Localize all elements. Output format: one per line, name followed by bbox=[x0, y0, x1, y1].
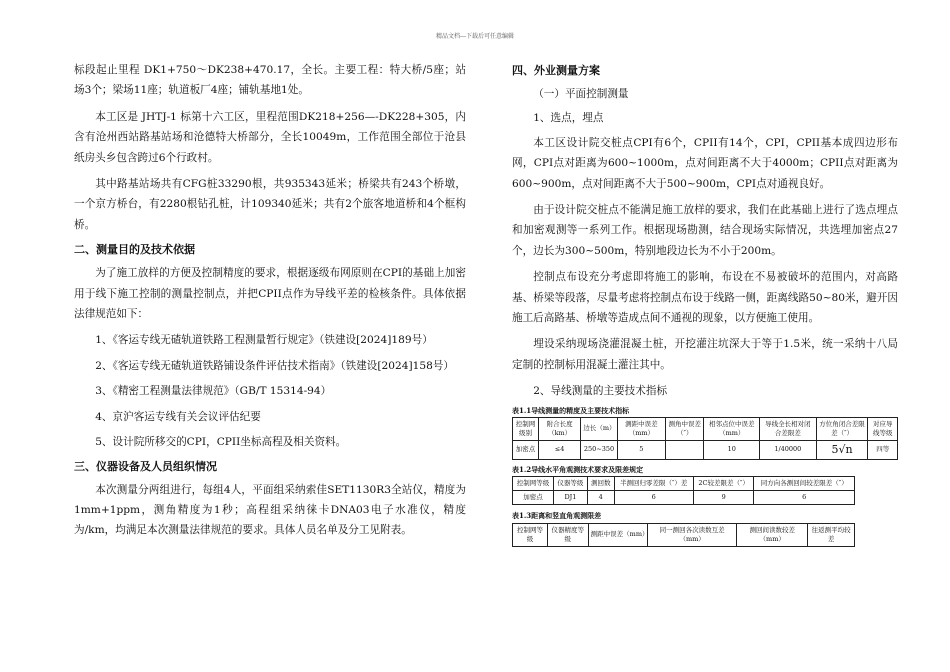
table-cell: 250~350 bbox=[581, 440, 617, 459]
table-header-row bbox=[513, 417, 898, 440]
reference-list bbox=[74, 330, 466, 452]
left-column bbox=[74, 60, 466, 547]
table-header-cell: 附合长度（km） bbox=[538, 417, 581, 440]
table-header-cell: 控制网级别 bbox=[513, 417, 539, 440]
subheading: 1、选点，埋点 bbox=[533, 112, 604, 125]
paragraph: 其中路基站场共有CFG桩33290根，共935343延米；桥梁共有243个桥墩，一个京方桥台，有2280根钻孔桩，计109340延米；共有2个旅客地道桥和4个框构桥。 bbox=[74, 178, 466, 231]
list-item: 4、京沪客运专线有关会议评估纪要 bbox=[95, 410, 261, 423]
table-cell: 5√n bbox=[816, 440, 868, 459]
table-row bbox=[513, 490, 855, 504]
paragraph: 为了施工放样的方便及控制精度的要求，根据逐级布网原则在CPI的基础上加密用于线下施工控制的测量控制点，并把CPII点作为导线平差的检核条件。具体依据法律规范如下： bbox=[74, 267, 466, 321]
table-cell bbox=[666, 440, 704, 459]
table-cell: 4 bbox=[587, 490, 614, 504]
table-header-cell: 测回间读数较差（mm） bbox=[737, 523, 808, 546]
table-header-cell: 测角中误差（″） bbox=[666, 417, 704, 440]
subheading: 2、导线测量的主要技术指标 bbox=[533, 385, 668, 398]
table-header-cell: 仪器等级 bbox=[553, 476, 587, 490]
list-item: 3、《精密工程测量法律规范》（GB/T 15314-94） bbox=[95, 385, 332, 398]
page-header: 精品文档---下载后可任意编辑 bbox=[435, 33, 515, 40]
table-header-cell: 对应导线等级 bbox=[868, 417, 898, 440]
table-header-row bbox=[513, 476, 855, 490]
table-header-cell: 往返测平均较差 bbox=[808, 523, 855, 546]
list-item: 1、《客运专线无碴轨道铁路工程测量暂行规定》（铁建设[2024]189号） bbox=[95, 334, 433, 347]
table-cell: 6 bbox=[614, 490, 693, 504]
table-cell: ≤4 bbox=[538, 440, 581, 459]
table-row bbox=[513, 440, 898, 459]
table-header-cell: 半测回归零差限（″）差 bbox=[614, 476, 693, 490]
paragraph: 标段起止里程 DK1+750～DK238+470.17，全长。主要工程：特大桥/5座；站场3个；梁场11座；轨道板厂4座；铺轨基地1处。 bbox=[74, 64, 466, 97]
table-header-cell: 测回数 bbox=[587, 476, 614, 490]
table-cell: 加密点 bbox=[513, 440, 539, 459]
paragraph: 控制点布设充分考虑即将施工的影响，布设在不易被破坏的范围内，对高路基、桥梁等段落，尽量考虑将控制点布设于线路一侧，距离线路50~80米，避开因施工后高路基、桥墩等造成点间不通视的现象，以方便施工使用。 bbox=[512, 271, 898, 325]
table-caption: 表1.1导线测量的精度及主要技术指标 bbox=[512, 405, 630, 415]
paragraph: 本次测量分两组进行，每组4人，平面组采纳索佳SET1130R3全站仪，精度为1mm+1ppm，测角精度为1秒；高程组采纳徕卡DNA03电子水准仪，精度为/km，均满足本次测量法律规范的要求。具体人员名单及分工见附表。 bbox=[74, 483, 466, 537]
table-header-cell: 控制网等级 bbox=[513, 523, 548, 546]
table-cell: 加密点 bbox=[513, 490, 554, 504]
table-caption: 表1.2导线水平角观测技术要求及限差规定 bbox=[512, 464, 644, 474]
table-header-cell: 同一测回各次读数互差（mm） bbox=[648, 523, 737, 546]
horizontal-angle-table bbox=[512, 476, 855, 505]
table-header-cell: 边长（m） bbox=[581, 417, 617, 440]
table-header-cell: 仪器精度等级 bbox=[547, 523, 588, 546]
table-caption: 表1.3距离和竖直角观测限差 bbox=[512, 510, 602, 520]
table-cell: 5 bbox=[617, 440, 665, 459]
table-header-cell: 同方向各测回间较差限差（″） bbox=[754, 476, 855, 490]
paragraph: 埋设采纳现场浇灌混凝土桩，开挖灌注坑深大于等于1.5米，统一采纳十八局定制的控制标用混凝土灌注其中。 bbox=[512, 338, 898, 371]
paragraph: 由于设计院交桩点不能满足施工放样的要求，我们在此基础上进行了选点埋点和加密观测等一系列工作。根据现场勘测，结合现场实际情况，共选埋加密点27个，边长为300~500m，特别地段边长为不小于200m。 bbox=[512, 204, 898, 257]
table-cell: 9 bbox=[693, 490, 754, 504]
table-header-cell: 方位角闭合差限差（″） bbox=[816, 417, 868, 440]
section-heading: 四、外业测量方案 bbox=[512, 64, 600, 77]
table-cell: 10 bbox=[704, 440, 760, 459]
right-column bbox=[512, 60, 898, 547]
table-header-cell: 测距中误差（mm） bbox=[588, 523, 648, 546]
table-header-cell: 2C较差限差（″） bbox=[693, 476, 754, 490]
list-item: 2、《客运专线无碴轨道铁路铺设条件评估技术指南》（铁建设[2024]158号） bbox=[95, 359, 454, 372]
table-cell: DJ1 bbox=[553, 490, 587, 504]
paragraph: 本工区设计院交桩点CPI有6个，CPII有14个，CPI，CPII基本成四边形布网，CPI点对距离为600~1000m，点对间距离不大于4000m；CPII点对距离为600~900m，点对间距离不大于500~900m，CPI点对通视良好。 bbox=[512, 136, 898, 190]
distance-vertical-angle-table bbox=[512, 523, 855, 547]
table-header-cell: 导线全长相对闭合差限差 bbox=[760, 417, 817, 440]
section-heading: 三、仪器设备及人员组织情况 bbox=[74, 459, 217, 473]
table-header-cell: 控制网等级 bbox=[513, 476, 554, 490]
table-header-cell: 测距中误差（mm） bbox=[617, 417, 665, 440]
section-heading: 二、测量目的及技术依据 bbox=[74, 243, 195, 257]
table-header-row bbox=[513, 523, 855, 546]
traverse-accuracy-table bbox=[512, 417, 898, 460]
list-item: 5、设计院所移交的CPI，CPII坐标高程及相关资料。 bbox=[95, 436, 347, 449]
table-cell: 6 bbox=[754, 490, 855, 504]
table-cell: 四等 bbox=[868, 440, 898, 459]
table-header-cell: 相邻点位中误差（mm） bbox=[704, 417, 760, 440]
paragraph: 本工区是 JHTJ-1 标第十六工区，里程范围DK218+256—-DK228+305，内含有沧州西站路基站场和沧德特大桥部分，全长10049m，工作范围全部位于沧县纸房头乡包含跨过6个行政村。 bbox=[74, 110, 466, 164]
table-cell: 1/40000 bbox=[760, 440, 817, 459]
subheading: （一）平面控制测量 bbox=[533, 88, 629, 100]
